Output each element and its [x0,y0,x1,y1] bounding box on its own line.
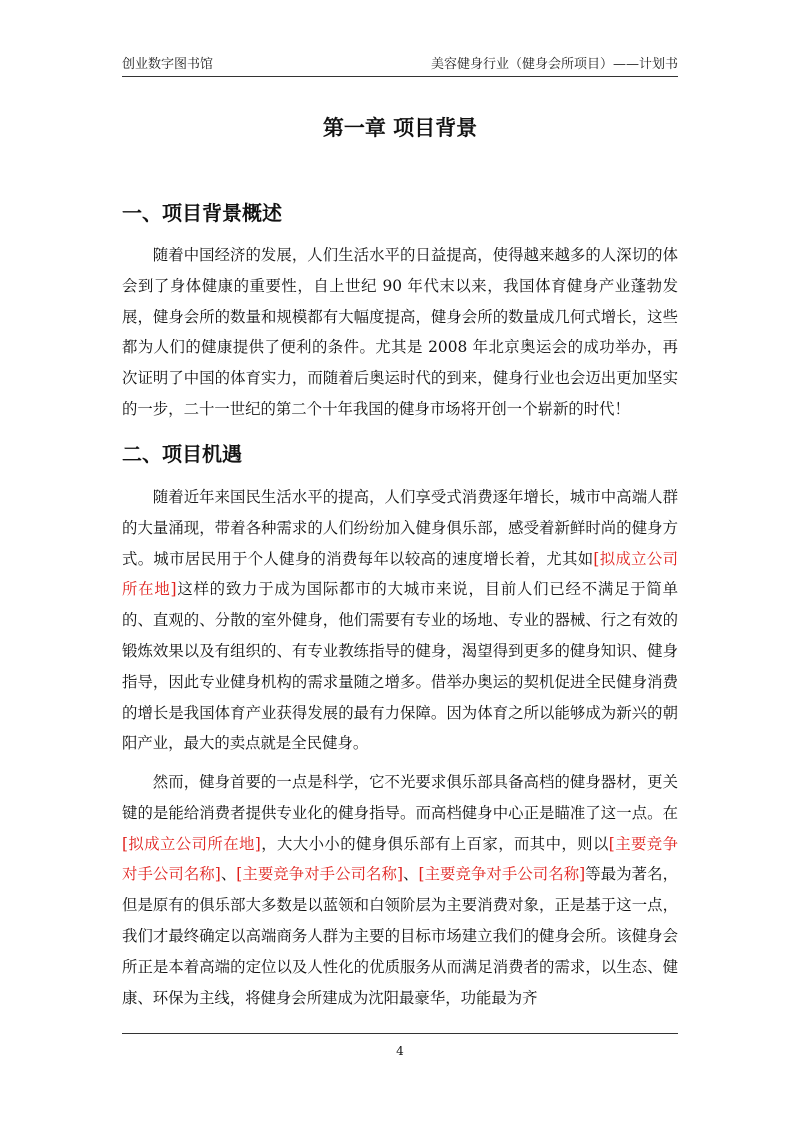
paragraph-text: 随着近年来国民生活水平的提高，人们享受式消费逐年增长，城市中高端人群的大量涌现，带着各种需求的人们纷纷加入健身俱乐部，感受着新鲜时尚的健身方式。城市居民用于个人健身的消费每年以较高的速度增长着，尤其如 [122,488,678,568]
placeholder-company-location: [拟成立公司所在地] [122,549,678,599]
paragraph-text: 等最为著名，但是原有的俱乐部大多数是以蓝领和白领阶层为主要消费对象，正是基于这一点，我们才最终确定以高端商务人群为主要的目标市场建立我们的健身会所。该健身会所正是本着高端的定位以及人性化的优质服务从而满足消费者的需求，以生态、健康、环保为主线，将健身会所建成为沈阳最豪华，功能最为齐 [122,865,678,1007]
section-heading-opportunity: 二、项目机遇 [122,442,242,466]
page-number: 4 [396,1044,404,1058]
header-left-text: 创业数字图书馆 [122,57,214,72]
paragraph-text: ，大大小小的健身俱乐部有上百家，而其中，则以 [260,834,609,853]
chapter-title: 第一章 项目背景 [322,115,478,140]
separator: 、 [402,865,419,884]
placeholder-competitor-name: [主要竞争对手公司名称] [418,865,586,884]
footer-divider [122,1033,678,1034]
paragraph-text: 然而，健身首要的一点是科学，它不光要求俱乐部具备高档的健身器材，更关键的是能给消费者提供专业化的健身指导。而高档健身中心正是瞄准了这一点。在 [122,773,678,822]
paragraph-opportunity-2 [122,767,678,1013]
paragraph-opportunity-1 [122,482,678,759]
placeholder-competitor-name: [主要竞争对手公司名称] [122,834,678,884]
header-right-text: 美容健身行业（健身会所项目）——计划书 [430,57,678,72]
paragraph-background: 随着中国经济的发展，人们生活水平的日益提高，使得越来越多的人深切的体会到了身体健康的重要性，自上世纪 90 年代末以来，我国体育健身产业蓬勃发展，健身会所的数量和规模都有大幅度提高，健身会所的数量成几何式增长，这些都为人们的健康提供了便利的条件。尤其是 2008 年北京奥运会的成功举办，再次证明了中国的体育实力，而随着后奥运时代的到来，健身行业也会迈出更加坚实的一步，二十一世纪的第二个十年我国的健身市场将开创一个崭新的时代！ [122,246,678,418]
page-header [122,56,678,76]
paragraph-text: 这样的致力于成为国际都市的大城市来说，目前人们已经不满足于简单的、直观的、分散的室外健身，他们需要有专业的场地、专业的器械、行之有效的锻炼效果以及有组织的、有专业教练指导的健身，渴望得到更多的健身知识、健身指导，因此专业健身机构的需求量随之增多。借举办奥运的契机促进全民健身消费的增长是我国体育产业获得发展的最有力保障。因为体育之所以能够成为新兴的朝阳产业，最大的卖点就是全民健身。 [122,580,678,753]
placeholder-competitor-name: [主要竞争对手公司名称] [236,865,403,884]
separator: 、 [220,865,237,884]
section-heading-background-overview: 一、项目背景概述 [122,201,282,225]
header-divider [122,76,678,77]
placeholder-company-location: [拟成立公司所在地] [122,834,261,853]
